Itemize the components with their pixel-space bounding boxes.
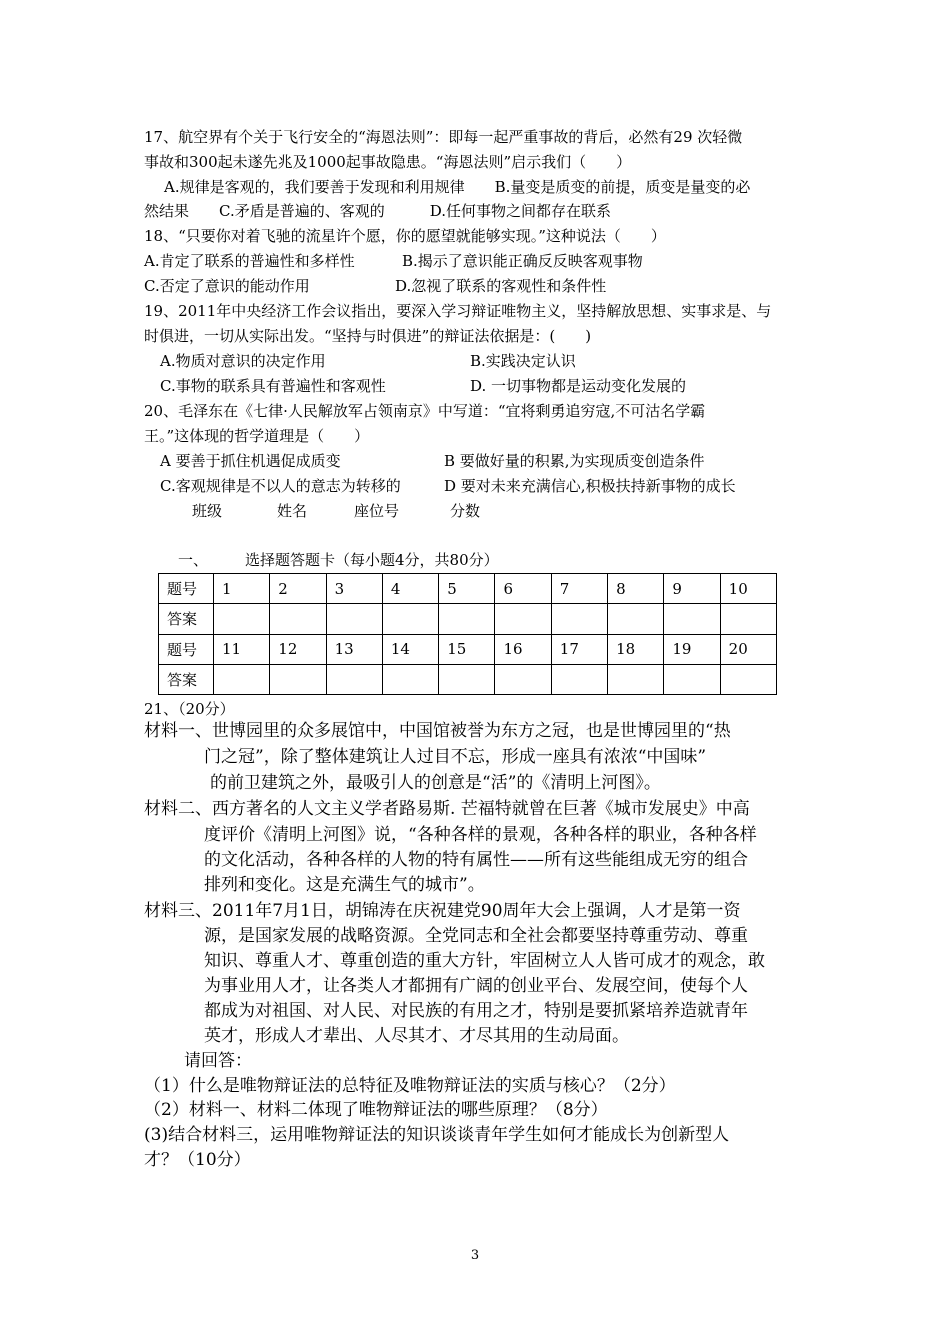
row-label-question-number: 题号 — [159, 574, 214, 604]
question-number-cell: 5 — [439, 574, 495, 604]
answer-cell[interactable] — [495, 604, 551, 634]
q19-option-a: A.物质对意识的决定作用 — [160, 352, 326, 370]
answer-cell[interactable] — [608, 604, 664, 634]
question-number-cell: 19 — [664, 634, 720, 664]
q17-options-line2: 然结果 C.矛盾是普遍的、客观的 D.任何事物之间都存在联系 — [144, 202, 611, 220]
seat-label: 座位号 — [354, 502, 400, 520]
q19-option-b: B.实践决定认识 — [470, 352, 576, 370]
answer-cell[interactable] — [326, 664, 382, 694]
material-three-line2: 源，是国家发展的战略资源。全党同志和全社会都要坚持尊重劳动、尊重 — [204, 926, 748, 946]
material-three-line4: 为事业用人才，让各类人才都拥有广阔的创业平台、发展空间，使每个人 — [204, 976, 748, 996]
answer-cell[interactable] — [382, 604, 438, 634]
answer-card-section-number: 一、 — [178, 551, 209, 569]
q17-stem-line1: 17、航空界有个关于飞行安全的“海恩法则”：即每一起严重事故的背后，必然有29 次轻微 — [144, 128, 743, 146]
answer-cell[interactable] — [608, 664, 664, 694]
material-three-line5: 都成为对祖国、对人民、对民族的有用之才，特别是要抓紧培养造就青年 — [204, 1001, 748, 1021]
answer-cell[interactable] — [664, 604, 720, 634]
q17-stem-line2: 事故和300起未遂先兆及1000起事故隐患。“海恩法则”启示我们（ ） — [144, 153, 632, 171]
question-number-cell: 6 — [495, 574, 551, 604]
q20-option-d: D 要对未来充满信心,积极扶持新事物的成长 — [444, 477, 736, 495]
name-label: 姓名 — [277, 502, 308, 520]
score-label: 分数 — [450, 502, 481, 520]
question-number-cell: 2 — [270, 574, 326, 604]
q20-stem-line1: 20、毛泽东在《七律·人民解放军占领南京》中写道：“宜将剩勇追穷寇,不可沽名学霸 — [144, 402, 706, 420]
material-three-line1: 材料三、2011年7月1日，胡锦涛在庆祝建党90周年大会上强调，人才是第一资 — [144, 901, 741, 921]
answer-cell[interactable] — [495, 664, 551, 694]
answer-cell[interactable] — [382, 664, 438, 694]
q17-options-line1: A.规律是客观的，我们要善于发现和利用规律 B.量变是质变的前提，质变是量变的必 — [164, 178, 751, 196]
q20-option-b: B 要做好量的积累,为实现质变创造条件 — [444, 452, 705, 470]
question-number-cell: 13 — [326, 634, 382, 664]
material-three-line6: 英才，形成人才辈出、人尽其才、才尽其用的生动局面。 — [204, 1026, 629, 1046]
answer-cell[interactable] — [720, 664, 776, 694]
q20-stem-line2: 王。”这体现的哲学道理是（ ） — [144, 427, 370, 445]
answer-card-table — [158, 573, 777, 695]
question-number-cell: 12 — [270, 634, 326, 664]
answer-cell[interactable] — [326, 604, 382, 634]
table-row — [159, 664, 777, 694]
row-label-answer: 答案 — [159, 604, 214, 634]
q18-option-a: A.肯定了联系的普遍性和多样性 — [144, 252, 355, 270]
answer-cell[interactable] — [270, 604, 326, 634]
q19-stem-line1: 19、2011年中央经济工作会议指出，要深入学习辩证唯物主义，坚持解放思想、实事求是、与 — [144, 302, 772, 320]
question-number-cell: 8 — [608, 574, 664, 604]
question-number-cell: 18 — [608, 634, 664, 664]
table-row — [159, 604, 777, 634]
sub-question-3-line2: 才？（10分） — [144, 1150, 251, 1170]
material-one-line2: 门之冠”，除了整体建筑让人过目不忘，形成一座具有浓浓“中国味” — [204, 747, 707, 767]
question-number-cell: 16 — [495, 634, 551, 664]
question-number-cell: 3 — [326, 574, 382, 604]
page-number: 3 — [470, 1248, 480, 1263]
question-number-cell: 10 — [720, 574, 776, 604]
answer-prompt: 请回答： — [184, 1051, 252, 1071]
answer-cell[interactable] — [551, 604, 607, 634]
q19-option-d: D. 一切事物都是运动变化发展的 — [470, 377, 687, 395]
material-two-line1: 材料二、西方著名的人文主义学者路易斯. 芒福特就曾在巨著《城市发展史》中高 — [144, 799, 750, 819]
q18-option-b: B.揭示了意识能正确反反映客观事物 — [402, 252, 643, 270]
row-label-question-number: 题号 — [159, 634, 214, 664]
q18-option-c: C.否定了意识的能动作用 — [144, 277, 310, 295]
answer-cell[interactable] — [439, 604, 495, 634]
material-three-line3: 知识、尊重人才、尊重创造的重大方针，牢固树立人人皆可成才的观念，敢 — [204, 951, 765, 971]
material-two-line3: 的文化活动，各种各样的人物的特有属性——所有这些能组成无穷的组合 — [204, 850, 748, 870]
question-number-cell: 17 — [551, 634, 607, 664]
answer-cell[interactable] — [664, 664, 720, 694]
sub-question-1: （1）什么是唯物辩证法的总特征及唯物辩证法的实质与核心？（2分） — [144, 1076, 676, 1096]
table-row — [159, 634, 777, 664]
answer-cell[interactable] — [270, 664, 326, 694]
material-two-line4: 排列和变化。这是充满生气的城市”。 — [204, 875, 485, 895]
answer-cell[interactable] — [214, 664, 270, 694]
answer-cell[interactable] — [439, 664, 495, 694]
question-number-cell: 4 — [382, 574, 438, 604]
table-row — [159, 574, 777, 604]
question-number-cell: 9 — [664, 574, 720, 604]
question-number-cell: 11 — [214, 634, 270, 664]
q19-stem-line2: 时俱进，一切从实际出发。“坚持与时俱进”的辩证法依据是：( ) — [144, 327, 592, 345]
question-number-cell: 15 — [439, 634, 495, 664]
sub-question-3-line1: (3)结合材料三，运用唯物辩证法的知识谈谈青年学生如何才能成长为创新型人 — [144, 1125, 730, 1145]
q21-header: 21、（20分） — [144, 700, 235, 718]
question-number-cell: 1 — [214, 574, 270, 604]
material-two-line2: 度评价《清明上河图》说，“各种各样的景观，各种各样的职业，各种各样 — [204, 825, 757, 845]
q20-option-c: C.客观规律是不以人的意志为转移的 — [160, 477, 401, 495]
answer-cell[interactable] — [551, 664, 607, 694]
question-number-cell: 20 — [720, 634, 776, 664]
q19-option-c: C.事物的联系具有普遍性和客观性 — [160, 377, 386, 395]
q20-option-a: A 要善于抓住机遇促成质变 — [160, 452, 341, 470]
question-number-cell: 7 — [551, 574, 607, 604]
q18-stem: 18、“只要你对着飞驰的流星许个愿，你的愿望就能够实现。”这种说法（ ） — [144, 227, 666, 245]
class-label: 班级 — [192, 502, 223, 520]
row-label-answer: 答案 — [159, 664, 214, 694]
material-one-line1: 材料一、世博园里的众多展馆中，中国馆被誉为东方之冠，也是世博园里的“热 — [144, 721, 731, 741]
material-one-line3: 的前卫建筑之外，最吸引人的创意是“活”的《清明上河图》。 — [210, 773, 661, 793]
question-number-cell: 14 — [382, 634, 438, 664]
answer-card-title: 选择题答题卡（每小题4分，共80分） — [245, 551, 499, 569]
answer-cell[interactable] — [214, 604, 270, 634]
answer-cell[interactable] — [720, 604, 776, 634]
q18-option-d: D.忽视了联系的客观性和条件性 — [395, 277, 607, 295]
sub-question-2: （2）材料一、材料二体现了唯物辩证法的哪些原理？（8分） — [144, 1100, 608, 1120]
